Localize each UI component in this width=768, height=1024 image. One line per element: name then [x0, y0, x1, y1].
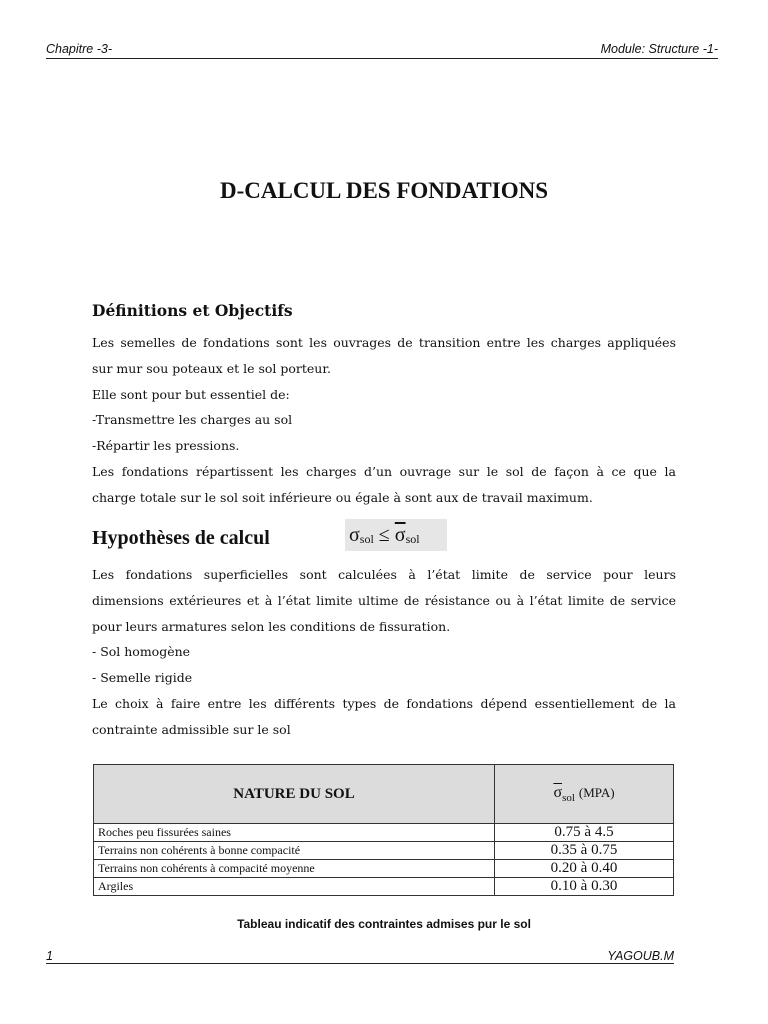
soil-nature-cell: Terrains non cohérents à bonne compacité	[94, 842, 495, 860]
sigma-symbol: σ	[349, 524, 360, 546]
soil-stress-table	[93, 764, 674, 896]
module-label: Module: Structure -1-	[600, 42, 718, 56]
text-line: Elle sont pour but essentiel de:	[92, 386, 290, 402]
text-line: - Sol homogène	[92, 644, 191, 660]
text-line: - Semelle rigide	[92, 670, 193, 686]
text-line: sur mur sou poteaux et le sol porteur.	[92, 360, 331, 376]
text-line: pour leurs armatures selon les conditions de fissuration.	[92, 618, 451, 634]
stress-value-cell: 0.35 à 0.75	[495, 842, 674, 860]
text-line: Les fondations répartissent les charges d’un ouvrage sur le sol de façon à ce que la	[92, 463, 676, 479]
chapter-label: Chapitre -3-	[46, 42, 112, 56]
text-line: contrainte admissible sur le sol	[92, 721, 291, 737]
less-equal-symbol: ≤	[378, 524, 390, 546]
table-row	[94, 860, 674, 878]
table-row	[94, 824, 674, 842]
stress-value-cell: 0.20 à 0.40	[495, 860, 674, 878]
text-line: Les semelles de fondations sont les ouvrages de transition entre les charges appliquées	[92, 335, 676, 350]
section-heading-definitions: Définitions et Objectifs	[92, 301, 293, 320]
text-line: Le choix à faire entre les différents types de fondations dépend essentiellement de la	[92, 695, 676, 711]
sigma-bar-symbol: $\overline{\sigma}$	[394, 524, 406, 546]
sigma-bar-subscript: sol	[405, 532, 420, 546]
text-line: Les fondations superficielles sont calculées à l’état limite de service pour leurs	[92, 567, 676, 582]
nature-column-header: NATURE DU SOL	[94, 765, 495, 824]
stress-value-cell: 0.75 à 4.5	[495, 824, 674, 842]
page-header	[46, 42, 718, 59]
page-title: D-CALCUL DES FONDATIONS	[219, 178, 548, 203]
section-heading-hypotheses: Hypothèses de calcul	[92, 527, 270, 549]
table-row	[94, 878, 674, 896]
soil-nature-cell: Argiles	[94, 878, 495, 896]
text-line: charge totale sur le sol soit inférieure ou égale à sont aux de travail maximum.	[92, 489, 593, 505]
hypotheses-paragraph	[92, 562, 676, 743]
table-row	[94, 842, 674, 860]
stress-condition-formula	[345, 519, 447, 551]
soil-nature-cell: Roches peu fissurées saines	[94, 824, 495, 842]
stress-column-header	[495, 765, 674, 824]
sigma-bar-subscript: sol	[562, 792, 575, 805]
page-footer	[46, 949, 674, 964]
sigma-subscript: sol	[359, 532, 374, 546]
author-label: YAGOUB.M	[607, 949, 674, 963]
stress-value-cell: 0.10 à 0.30	[495, 878, 674, 896]
soil-nature-cell: Terrains non cohérents à compacité moyenne	[94, 860, 495, 878]
page-number: 1	[46, 949, 53, 963]
text-line: -Transmettre les charges au sol	[92, 412, 293, 428]
definitions-paragraph	[92, 330, 676, 511]
table-caption: Tableau indicatif des contraintes admises pur le sol	[237, 917, 531, 931]
sigma-bar-symbol: $\overline{\sigma}$	[553, 783, 563, 801]
text-line: dimensions extérieures et à l’état limite ultime de résistance ou à l’état limite de service	[92, 592, 676, 608]
table-header-row	[94, 765, 674, 824]
unit-label: (MPA)	[578, 784, 615, 800]
text-line: -Répartir les pressions.	[92, 438, 240, 454]
